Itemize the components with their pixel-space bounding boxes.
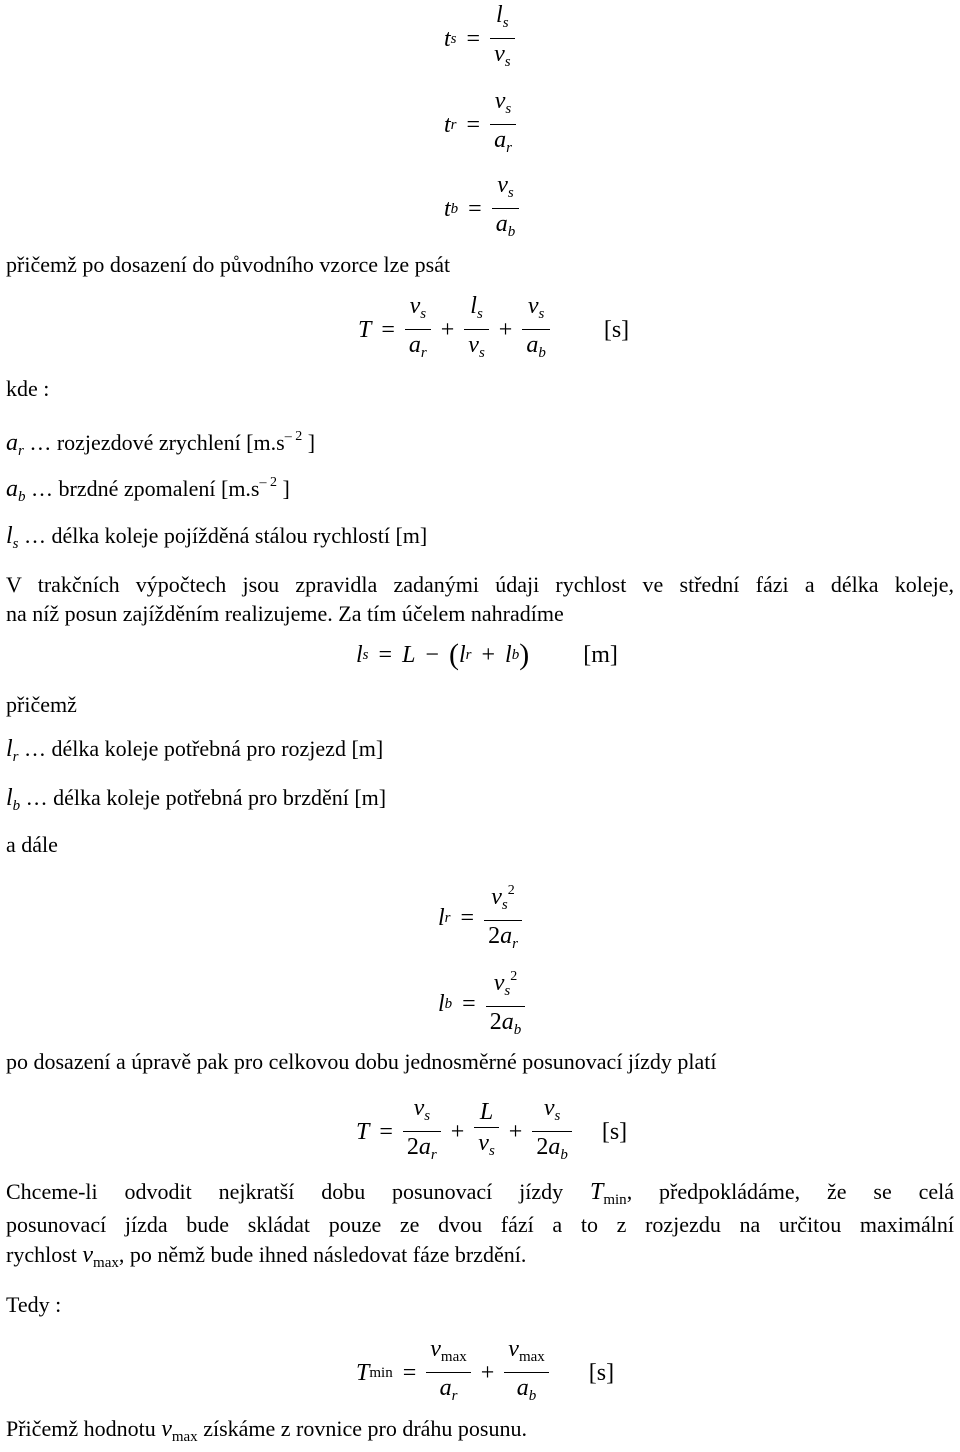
paragraph-3-line-2: posunovací jízda bude skládat pouze ze dvou fází a to z rozjezdu na určitou maximální — [6, 1212, 954, 1237]
eq-lr: l r = $\frac{v_s^2}{2a_r}$ — [438, 876, 522, 959]
def-ar: $a_r$ … rozjezdové zrychlení [$m.s^{- 2}$ ] — [6, 429, 316, 459]
text-pricemz: přičemž — [6, 692, 77, 717]
paragraph-3-line-3: rychlost $v_{max}$, po němž bude ihned následovat fáze brzdění. — [6, 1242, 527, 1271]
final-sentence: Přičemž hodnotu $v_{max}$ získáme z rovnice pro dráhu posunu. — [6, 1416, 527, 1445]
def-lr: $l_r$ … délka koleje potřebná pro rozjezd [m] — [6, 736, 384, 765]
eq-lb: l b = $\frac{v_s^2}{2a_b}$ — [438, 962, 525, 1045]
eq-tr: t r = $\frac{v_s}{a_r}$ — [444, 86, 516, 163]
paragraph-3-line-1: Chceme-li odvodit nejkratší dobu posunovací jízdy $T_{min}$, předpokládáme, že se celá — [6, 1179, 955, 1208]
def-ls: $l_s$ … délka koleje pojížděná stálou rychlostí [m] — [6, 523, 428, 552]
paragraph-2: po dosazení a úpravě pak pro celkovou dobu jednosměrné posunovací jízdy platí — [6, 1049, 717, 1074]
eq-T-final: T = $\frac{v_s}{2a_r}$ + $\frac{L}{v_s}$ + $\frac{v_s}{2a_b}$ [s] — [356, 1095, 628, 1163]
paragraph-1-line-1: V trakčních výpočtech jsou zpravidla zadanými údaji rychlost ve střední fázi a délka koleje, — [6, 572, 954, 597]
text-tedy: Tedy : — [6, 1292, 62, 1317]
paragraph-1-line-2: na níž posun zajížděním realizujeme. Za tím účelem nahradíme — [6, 601, 564, 626]
eq-tb: t b = $\frac{v_s}{a_b}$ — [444, 170, 519, 247]
text-a-dale: a dále — [6, 832, 58, 857]
eq-Tmin: T min = $\frac{v_{max}}{a_r}$ + $\frac{v_{max}}{a_b}$ [s] — [356, 1336, 615, 1404]
text-after-basic: přičemž po dosazení do původního vzorce lze psát — [6, 252, 451, 277]
eq-ls: l s = L − ( l r + l b ) [m] — [356, 638, 618, 671]
eq-T-basic: T = $\frac{v_s}{a_r}$ + $\frac{l_s}{v_s}$ + $\frac{v_s}{a_b}$ [s] — [358, 293, 630, 361]
def-ab: $a_b$ … brzdné zpomalení [$m.s^{- 2}$ ] — [6, 475, 290, 505]
def-lb: $l_b$ … délka koleje potřebná pro brzdění [m] — [6, 785, 387, 814]
text-kde: kde : — [6, 376, 50, 401]
eq-ts: t s = $\frac{l_s}{v_s}$ — [444, 0, 515, 77]
